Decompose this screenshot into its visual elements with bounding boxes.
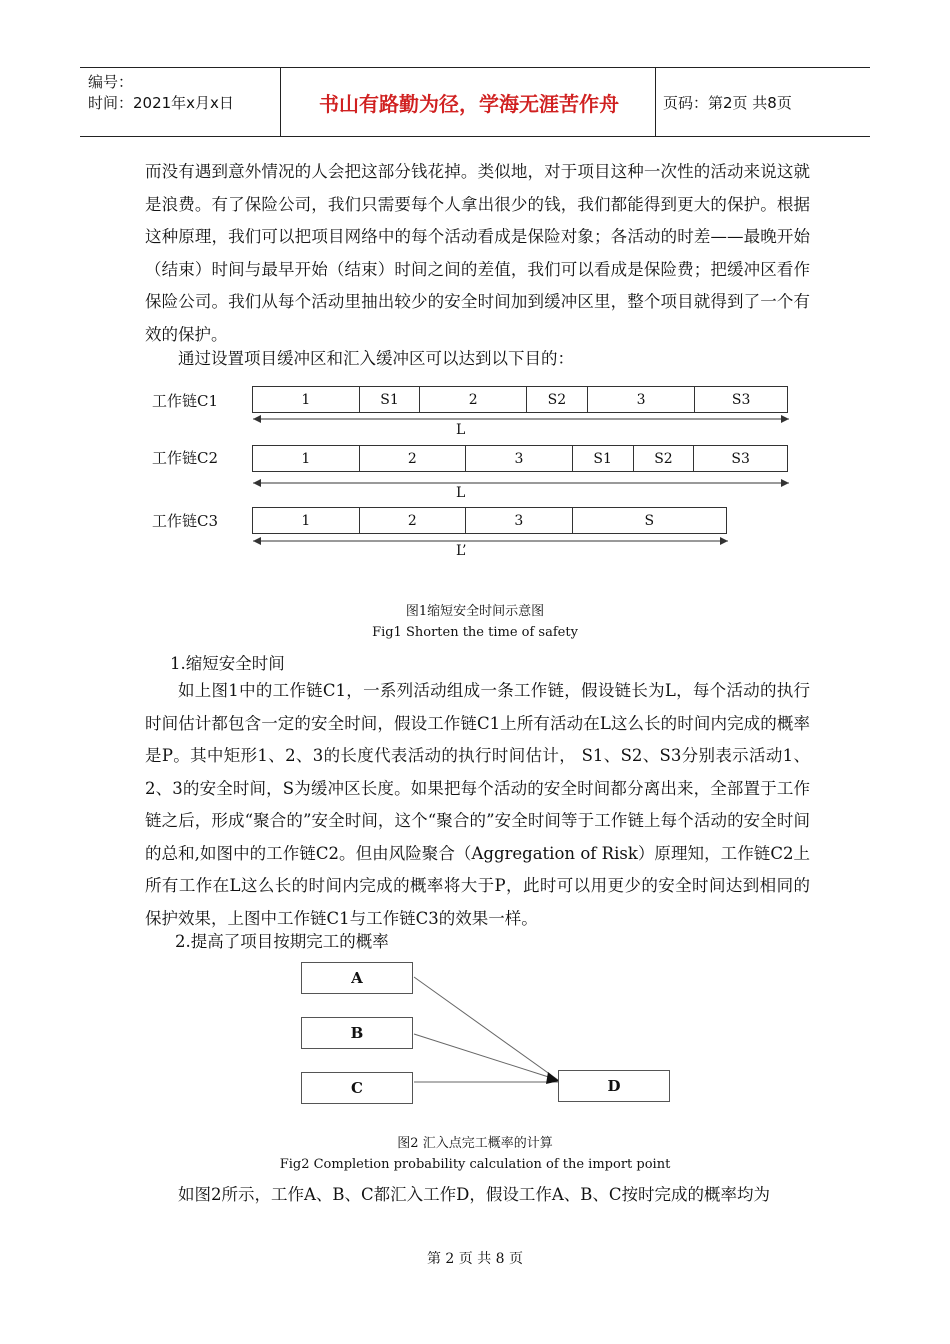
chain-id: C1 bbox=[197, 392, 219, 410]
chain-label-c3 bbox=[152, 510, 218, 531]
segment: 2 bbox=[360, 508, 467, 533]
segment: S1 bbox=[573, 446, 634, 471]
intro-paragraph: 而没有遇到意外情况的人会把这部分钱花掉。类似地，对于项目这种一次性的活动来说这就是浪费。有了保险公司，我们只需要每个人拿出很少的钱，我们都能得到更大的保护。根据这种原理，我们可以把项目网络中的每个活动看成是保险对象；各活动的时差——最晚开始（结束）时间与最早开始（结束）时间之间的差值，我们可以看成是保险费；把缓冲区看作保险公司。我们从每个活动里抽出较少的安全时间加到缓冲区里，整个项目就得到了一个有效的保护。 bbox=[145, 162, 810, 344]
purpose-line: 通过设置项目缓冲区和汇入缓冲区可以达到以下目的： bbox=[178, 349, 574, 368]
segment: 2 bbox=[420, 387, 527, 412]
segment: 3 bbox=[466, 446, 573, 471]
header-page-info: 页码：第2页 共8页 bbox=[663, 93, 792, 112]
chain-bar-c1 bbox=[252, 386, 788, 413]
page-footer: 第 2 页 共 8 页 bbox=[426, 1251, 524, 1267]
chain-bar-c3 bbox=[252, 507, 727, 534]
length-label-c1: L bbox=[456, 422, 466, 438]
figure-1-caption-cn: 图1缩短安全时间示意图 bbox=[405, 604, 545, 619]
length-arrow-c2 bbox=[250, 477, 792, 489]
segment: S bbox=[644, 512, 655, 529]
last-line: 如图2所示，工作A、B、C都汇入工作D，假设工作A、B、C按时完成的概率均为 bbox=[178, 1185, 771, 1204]
chain-label-c2 bbox=[152, 447, 218, 468]
figure-1-caption-en: Fig1 Shorten the time of safety bbox=[372, 625, 578, 640]
node-d: D bbox=[558, 1070, 670, 1102]
header-number: 编号： bbox=[88, 73, 134, 91]
node-b: B bbox=[301, 1017, 413, 1049]
segment: 3 bbox=[466, 508, 573, 533]
header-divider bbox=[655, 68, 656, 136]
length-arrow-c3 bbox=[250, 535, 732, 547]
chain-id: C3 bbox=[197, 512, 219, 530]
node-a: A bbox=[301, 962, 413, 994]
segment: S3 bbox=[731, 450, 750, 467]
chain-label-text: 工作链 bbox=[152, 449, 198, 467]
header-time: 时间：2021年x月x日 bbox=[88, 94, 234, 112]
figure-2-caption-en: Fig2 Completion probability calculation of the import point bbox=[279, 1157, 671, 1172]
chain-label-text: 工作链 bbox=[152, 392, 198, 410]
segment: S3 bbox=[731, 391, 751, 408]
section-2-title: 2.提高了项目按期完工的概率 bbox=[175, 932, 389, 951]
segment: S2 bbox=[634, 446, 695, 471]
section-1-paragraph: 如上图1中的工作链C1，一系列活动组成一条工作链，假设链长为L，每个活动的执行时间估计都包含一定的安全时间，假设工作链C1上所有活动在L这么长的时间内完成的概率是P。其中矩形1、2、3的长度代表活动的执行时间估计， S1、S2、S3分别表示活动1、2、3的安全时间，S为缓冲区长度。如果把每个活动的安全时间都分离出来，全部置于工作链之后，形成“聚合的”安全时间，这个“聚合的”安全时间等于工作链上每个活动的安全时间的总和,如图中的工作链C2。但由风险聚合（Aggregation of Risk）原理知，工作链C2上所有工作在L这么长的时间内完成的概率将大于P，此时可以用更少的安全时间达到相同的保护效果，上图中工作链C1与工作链C3的效果一样。 bbox=[145, 681, 810, 928]
node-c: C bbox=[301, 1072, 413, 1104]
length-label-c3: L’ bbox=[456, 543, 467, 559]
length-arrow-c1 bbox=[250, 413, 792, 425]
figure-2-caption-cn: 图2 汇入点完工概率的计算 bbox=[397, 1136, 553, 1151]
chain-label-text: 工作链 bbox=[152, 512, 198, 530]
segment: S2 bbox=[527, 387, 588, 412]
segment: 1 bbox=[253, 446, 360, 471]
header-motto: 书山有路勤为径，学海无涯苦作舟 bbox=[319, 91, 619, 116]
header-divider bbox=[280, 68, 281, 136]
segment: 1 bbox=[253, 387, 360, 412]
page-header bbox=[80, 67, 870, 137]
segment: 2 bbox=[360, 446, 467, 471]
length-label-c2: L bbox=[456, 485, 466, 501]
segment: 3 bbox=[588, 387, 696, 412]
segment: S1 bbox=[360, 387, 421, 412]
chain-id: C2 bbox=[197, 449, 219, 467]
segment: 1 bbox=[253, 508, 360, 533]
chain-label-c1 bbox=[152, 390, 218, 411]
chain-bar-c2 bbox=[252, 445, 788, 472]
section-1-title: 1.缩短安全时间 bbox=[170, 654, 285, 673]
header-meta bbox=[88, 72, 234, 114]
